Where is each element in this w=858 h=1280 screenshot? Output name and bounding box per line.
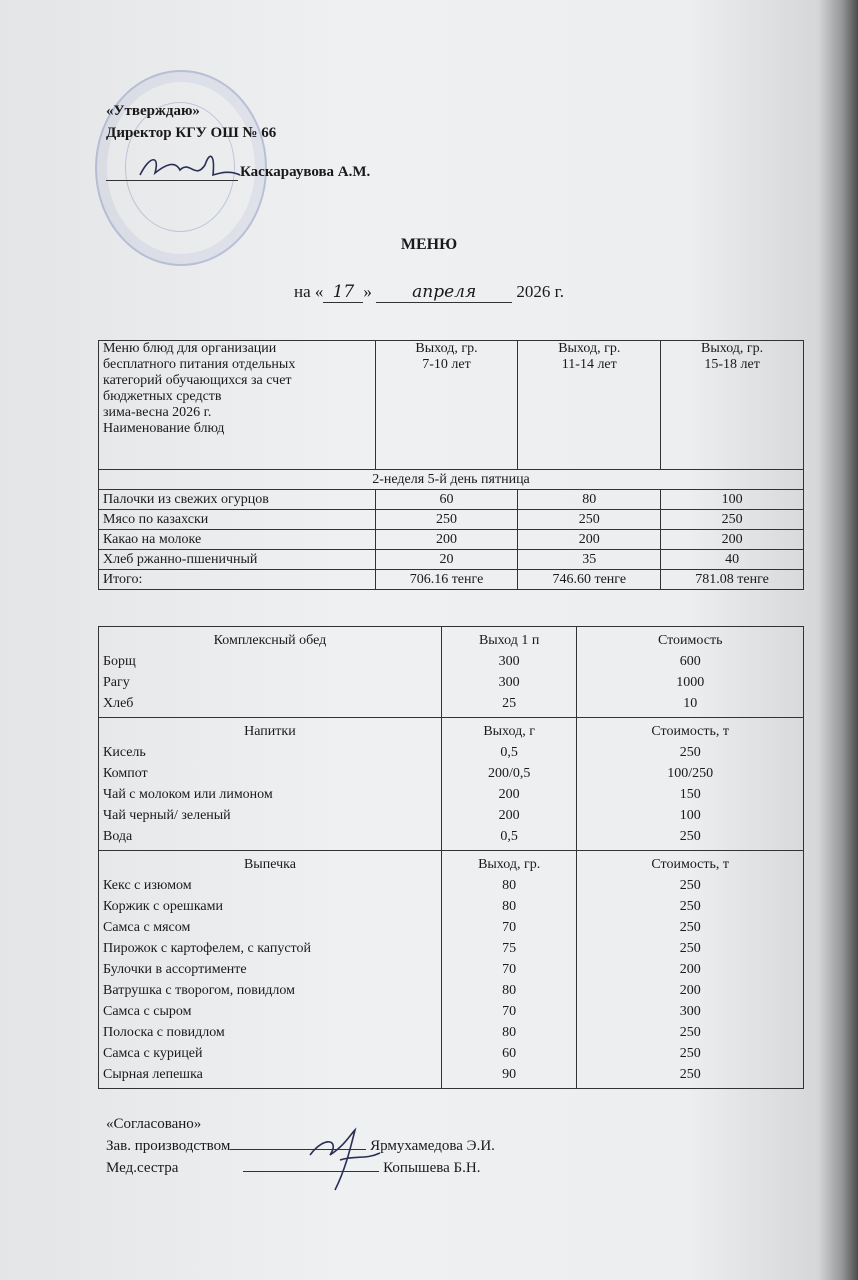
item-cost: 10 xyxy=(683,696,698,711)
cost-header: Стоимость, т xyxy=(651,857,730,872)
production-manager-signature xyxy=(300,1125,390,1195)
item-yield: 200/0,5 xyxy=(487,766,531,781)
item-yield: 90 xyxy=(502,1067,517,1082)
yield-header: Выход, г xyxy=(483,724,535,739)
nurse-line: Мед.сестра Копышева Б.Н. xyxy=(106,1157,495,1179)
item-yield: 300 xyxy=(498,654,520,669)
menu-cell: 250 xyxy=(661,510,804,530)
menu-cell: 60 xyxy=(375,490,518,510)
header-text-line: 7-10 лет xyxy=(422,357,471,372)
header-text-line: 11-14 лет xyxy=(561,357,617,372)
section-cost-cell xyxy=(577,718,804,851)
item-yield: 80 xyxy=(502,899,517,914)
item-yield: 300 xyxy=(498,675,520,690)
menu-cell: 35 xyxy=(518,550,661,570)
item-cost: 1000 xyxy=(676,675,705,690)
menu-table xyxy=(98,340,804,590)
cost-header: Стоимость xyxy=(657,633,723,648)
menu-cell: Мясо по казахски xyxy=(99,510,376,530)
menu-cell: Палочки из свежих огурцов xyxy=(99,490,376,510)
item-yield: 60 xyxy=(502,1046,517,1061)
menu-cell: Хлеб ржанно-пшеничный xyxy=(99,550,376,570)
item-name: Рагу xyxy=(103,675,130,690)
section-yield-cell xyxy=(441,851,577,1089)
item-name: Хлеб xyxy=(103,696,134,711)
menu-cell: 781.08 тенге xyxy=(661,570,804,590)
item-cost: 150 xyxy=(679,787,701,802)
item-yield: 70 xyxy=(502,1004,517,1019)
item-cost: 250 xyxy=(679,1067,701,1082)
yield-header: Выход 1 п xyxy=(478,633,540,648)
item-yield: 200 xyxy=(498,808,520,823)
item-name: Самса с курицей xyxy=(103,1046,203,1061)
section-title: Напитки xyxy=(244,724,296,739)
menu-cell: 250 xyxy=(518,510,661,530)
item-cost: 250 xyxy=(679,829,701,844)
header-text-line: категорий обучающихся за счет xyxy=(103,373,292,388)
date-line: на « 17 » апреля 2026 г. xyxy=(294,282,564,302)
item-yield: 80 xyxy=(502,1025,517,1040)
date-day: 17 xyxy=(323,282,363,303)
item-name: Вода xyxy=(103,829,133,844)
header-yield-11-14 xyxy=(518,341,661,470)
item-cost: 100 xyxy=(679,808,701,823)
item-yield: 0,5 xyxy=(500,745,518,760)
page-title: МЕНЮ xyxy=(400,236,458,253)
section-title: Выпечка xyxy=(243,857,296,872)
menu-row xyxy=(99,570,804,590)
yield-header: Выход, гр. xyxy=(478,857,541,872)
section-items-cell xyxy=(99,718,442,851)
item-cost: 200 xyxy=(679,983,701,998)
menu-table-header xyxy=(99,341,804,470)
menu-cell: 100 xyxy=(661,490,804,510)
approval-line1: «Утверждаю» xyxy=(106,103,200,119)
header-text-line: зима-весна 2026 г. xyxy=(103,405,212,420)
menu-row xyxy=(99,530,804,550)
item-cost: 100/250 xyxy=(667,766,714,781)
header-yield-15-18 xyxy=(661,341,804,470)
price-section xyxy=(99,851,804,1089)
header-text-line: Выход, гр. xyxy=(700,341,764,356)
approval-block xyxy=(106,100,276,144)
item-name: Чай черный/ зеленый xyxy=(103,808,231,823)
scan-shadow-edge xyxy=(818,0,858,1280)
item-yield: 70 xyxy=(502,920,517,935)
item-cost: 250 xyxy=(679,878,701,893)
item-yield: 0,5 xyxy=(500,829,518,844)
header-text-line: Выход, гр. xyxy=(415,341,478,356)
item-cost: 250 xyxy=(679,899,701,914)
item-yield: 70 xyxy=(502,962,517,977)
section-items-cell xyxy=(99,851,442,1089)
item-name: Пирожок с картофелем, с капустой xyxy=(103,941,311,956)
header-text-line: 15-18 лет xyxy=(704,357,760,372)
header-text-line: Выход, гр. xyxy=(558,341,621,356)
cafeteria-price-table xyxy=(98,626,804,1089)
item-cost: 250 xyxy=(679,941,701,956)
menu-cell: 746.60 тенге xyxy=(518,570,661,590)
header-text-line: Наименование блюд xyxy=(103,421,225,436)
date-month: апреля xyxy=(376,282,512,303)
item-name: Компот xyxy=(103,766,148,781)
menu-cell: 40 xyxy=(661,550,804,570)
menu-cell: 200 xyxy=(375,530,518,550)
section-yield-cell xyxy=(441,718,577,851)
director-name: Каскараувова А.М. xyxy=(240,164,371,180)
item-cost: 250 xyxy=(679,745,701,760)
item-name: Кекс с изюмом xyxy=(103,878,192,893)
menu-cell: 200 xyxy=(518,530,661,550)
week-day-row: 2-неделя 5-й день пятница xyxy=(99,470,804,490)
item-cost: 600 xyxy=(679,654,701,669)
cost-header: Стоимость, т xyxy=(651,724,730,739)
menu-row xyxy=(99,490,804,510)
menu-cell: 80 xyxy=(518,490,661,510)
item-name: Чай с молоком или лимоном xyxy=(103,787,273,802)
item-yield: 80 xyxy=(502,983,517,998)
item-name: Коржик с орешками xyxy=(103,899,223,914)
price-section xyxy=(99,718,804,851)
item-cost: 300 xyxy=(679,1004,701,1019)
section-cost-cell xyxy=(577,627,804,718)
item-yield: 25 xyxy=(502,696,517,711)
item-name: Булочки в ассортименте xyxy=(103,962,247,977)
item-name: Ватрушка с творогом, повидлом xyxy=(103,983,296,998)
header-text-line: бесплатного питания отдельных xyxy=(103,357,296,372)
menu-cell: Итого: xyxy=(99,570,376,590)
director-signature xyxy=(135,145,245,190)
menu-cell: Какао на молоке xyxy=(99,530,376,550)
agreed-label: «Согласовано» xyxy=(106,1116,202,1132)
item-cost: 250 xyxy=(679,1025,701,1040)
section-items-cell xyxy=(99,627,442,718)
header-text-line: бюджетных средств xyxy=(103,389,222,404)
item-yield: 75 xyxy=(502,941,517,956)
section-yield-cell xyxy=(441,627,577,718)
item-cost: 200 xyxy=(679,962,701,977)
item-cost: 250 xyxy=(679,1046,701,1061)
menu-cell: 20 xyxy=(375,550,518,570)
menu-cell: 706.16 тенге xyxy=(375,570,518,590)
price-section xyxy=(99,627,804,718)
item-yield: 200 xyxy=(498,787,520,802)
item-name: Кисель xyxy=(103,745,146,760)
production-manager-line: Зав. производством Ярмухамедова Э.И. xyxy=(106,1135,495,1157)
approval-line2: Директор КГУ ОШ № 66 xyxy=(106,125,277,141)
date-year: 2026 г. xyxy=(516,282,564,301)
section-cost-cell xyxy=(577,851,804,1089)
section-title: Комплексный обед xyxy=(213,633,327,648)
menu-row xyxy=(99,550,804,570)
item-cost: 250 xyxy=(679,920,701,935)
item-name: Сырная лепешка xyxy=(103,1067,203,1082)
menu-cell: 250 xyxy=(375,510,518,530)
item-name: Борщ xyxy=(103,654,136,669)
item-name: Самса с сыром xyxy=(103,1004,192,1019)
header-yield-7-10 xyxy=(375,341,518,470)
header-dish-name xyxy=(99,341,376,470)
item-name: Самса с мясом xyxy=(103,920,191,935)
menu-row xyxy=(99,510,804,530)
menu-cell: 200 xyxy=(661,530,804,550)
header-text-line: Меню блюд для организации xyxy=(103,341,277,356)
item-name: Полоска с повидлом xyxy=(103,1025,225,1040)
item-yield: 80 xyxy=(502,878,517,893)
